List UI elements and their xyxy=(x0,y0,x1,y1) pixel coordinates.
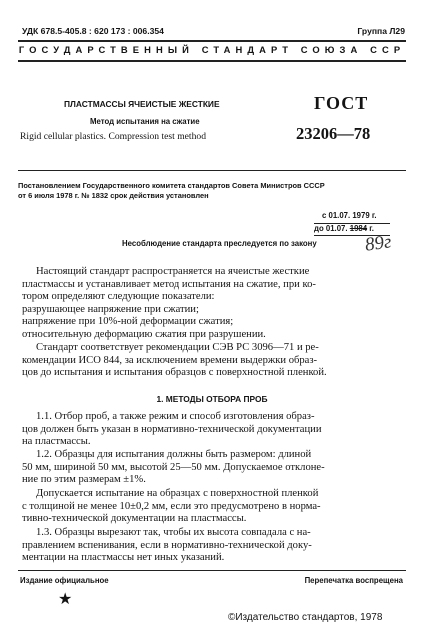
standard-banner: ГОСУДАРСТВЕННЫЙ СТАНДАРТ СОЮЗА ССР xyxy=(18,44,406,55)
intro-line: разрушающее напряжение при сжатии; xyxy=(22,303,199,315)
paragraph-1-2 xyxy=(22,449,406,487)
title-rule xyxy=(18,170,406,171)
paragraph-line: на пластмассы. xyxy=(22,436,91,448)
decree-to-suffix: г. xyxy=(369,224,374,233)
official-edition: Издание официальное xyxy=(20,576,109,585)
section-1-title: 1. МЕТОДЫ ОТБОРА ПРОБ xyxy=(156,394,268,404)
intro-line: Настоящий стандарт распространяется на ячеистые жесткие xyxy=(36,266,310,277)
paragraph-line: 1.2. Образцы для испытания должны быть размером: длиной xyxy=(36,449,312,460)
intro-line: тором определяют следующие показатели: xyxy=(22,291,215,303)
conformity-line: комендации ИСО 844, за исключением времени выдержки образ- xyxy=(22,354,318,366)
prosecution-notice: Несоблюдение стандарта преследуется по закону xyxy=(122,239,317,248)
decree-from-date: с 01.07. 1979 г. xyxy=(322,211,377,220)
paragraph-line: 1.3. Образцы вырезают так, чтобы их высота совпадала с на- xyxy=(36,527,311,538)
header-rule-top xyxy=(18,40,406,42)
handwritten-note: 89г xyxy=(363,231,393,256)
intro-line: относительную деформацию сжатия при разрушении. xyxy=(22,328,266,340)
conformity-paragraph xyxy=(22,342,406,380)
paragraph-line: Допускается испытание на образцах с поверхностной пленкой xyxy=(36,488,319,499)
title-en: Rigid cellular plastics. Compression test method xyxy=(20,131,206,142)
paragraph-1-3 xyxy=(22,527,406,565)
decree-to-struck-year: 1984 xyxy=(349,224,368,233)
intro-paragraph xyxy=(22,266,406,342)
star-icon: ★ xyxy=(58,591,73,608)
decree-line-2: от 6 июля 1978 г. № 1832 срок действия установлен xyxy=(18,191,209,200)
reprint-notice: Перепечатка воспрещена xyxy=(304,576,403,585)
paragraph-line: тивно-технической документации на пластмассы. xyxy=(22,513,247,525)
paragraph-line: 50 мм, шириной 50 мм, высотой 25—50 мм. Допускаемое отклоне- xyxy=(22,461,325,473)
footer-rule xyxy=(18,570,406,571)
paragraph-line: с толщиной не менее 10±0,2 мм, если это предусмотрено в норма- xyxy=(22,500,321,512)
group-code: Группа Л29 xyxy=(357,26,405,36)
paragraph-line: цов должен быть указан в нормативно-технической документации xyxy=(22,423,322,435)
intro-line: напряжение при 10%-ной деформации сжатия; xyxy=(22,316,234,328)
decree-line-1: Постановлением Государственного комитета стандартов Совета Министров СССР xyxy=(18,181,325,190)
udc-code: УДК 678.5-405.8 : 620 173 : 006.354 xyxy=(22,26,164,36)
gost-label: ГОСТ xyxy=(314,93,369,113)
paragraph-line: ментации на пластмассы нет иных указаний. xyxy=(22,552,225,564)
title-method-ru: Метод испытания на сжатие xyxy=(90,117,200,126)
conformity-line: Стандарт соответствует рекомендации СЭВ РС 3096—71 и ре- xyxy=(36,342,319,353)
decree-to-date xyxy=(314,224,374,233)
conformity-line: цов до испытания и испытания образцов с поверхностной пленкой. xyxy=(22,367,327,379)
paragraph-line: ние по этим размерам ±1%. xyxy=(22,474,146,486)
intro-line: пластмассы и устанавливает метод испытания на сжатие, при ко- xyxy=(22,278,316,290)
decree-to-prefix: до 01.07. xyxy=(314,224,348,233)
paragraph-line: 1.1. Отбор проб, а также режим и способ изготовления образ- xyxy=(36,411,315,422)
paragraph-line: правлением вспенивания, если в нормативно-технической доку- xyxy=(22,539,312,551)
title-ru: ПЛАСТМАССЫ ЯЧЕИСТЫЕ ЖЕСТКИЕ xyxy=(64,99,220,109)
gost-number: 23206—78 xyxy=(296,124,371,143)
header-rule-bottom xyxy=(18,60,406,62)
copyright: ©Издательство стандартов, 1978 xyxy=(228,612,383,623)
paragraph-1-1 xyxy=(22,411,406,449)
paragraph-1-2-film xyxy=(22,488,406,526)
